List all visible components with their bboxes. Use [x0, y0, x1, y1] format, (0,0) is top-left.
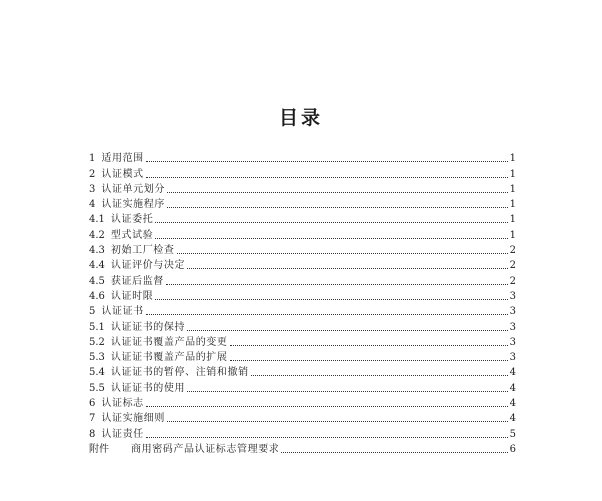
toc-entry-title: 认证证书覆盖产品的变更: [110, 336, 228, 348]
toc-entry-title: 认证单元划分: [101, 183, 165, 195]
toc-entry-page-number: 1: [509, 214, 516, 226]
dot-leader: [155, 238, 507, 239]
toc-entry-number: 4.3: [89, 245, 105, 257]
toc-entry-number: 8: [89, 428, 96, 440]
toc-entry-title: 认证时限: [110, 290, 154, 302]
toc-entry-number: 4.4: [89, 260, 105, 272]
toc-entry[interactable]: [89, 441, 516, 456]
toc-entry-number: 5.2: [89, 336, 105, 348]
toc-entry-number: 5.5: [89, 382, 105, 394]
toc-entry-number: 5.3: [89, 352, 105, 364]
toc-entry-page-number: 1: [509, 229, 516, 241]
toc-entry[interactable]: [89, 288, 516, 303]
toc-entry-number: 4.2: [89, 229, 105, 241]
toc-entry-page-number: 1: [509, 199, 516, 211]
toc-entry-number: 4.6: [89, 290, 105, 302]
dot-leader: [251, 375, 508, 376]
toc-entry[interactable]: [89, 318, 516, 333]
toc-entry[interactable]: [89, 165, 516, 180]
dot-leader: [146, 314, 508, 315]
toc-entry-title: 认证评价与决定: [110, 260, 186, 272]
toc-entry-title: 商用密码产品认证标志管理要求: [131, 443, 280, 455]
dot-leader: [146, 161, 508, 162]
toc-entry[interactable]: [89, 379, 516, 394]
toc-entry-page-number: 5: [509, 428, 516, 440]
toc-entry-page-number: 2: [509, 275, 516, 287]
toc-entry-page-number: 1: [509, 168, 516, 180]
toc-entry[interactable]: [89, 272, 516, 287]
toc-entry-number: 1: [89, 153, 96, 165]
toc-entry-title: 认证证书覆盖产品的扩展: [110, 352, 228, 364]
toc-entry-page-number: 3: [509, 290, 516, 302]
dot-leader: [155, 299, 507, 300]
toc-entry-page-number: 4: [509, 382, 516, 394]
toc-entry-title: 认证标志: [101, 398, 144, 410]
dot-leader: [166, 284, 508, 285]
toc-entry[interactable]: [89, 334, 516, 349]
dot-leader: [155, 222, 507, 223]
toc-entry-number: 6: [89, 398, 96, 410]
toc-entry-page-number: 6: [509, 443, 516, 455]
toc-list: [89, 150, 516, 456]
toc-entry-number: 4.5: [89, 275, 105, 287]
toc-entry-title: 认证模式: [101, 168, 144, 180]
toc-entry-title: 认证实施细则: [101, 413, 165, 425]
toc-entry[interactable]: [89, 150, 516, 165]
toc-entry-number: 附件: [89, 443, 109, 455]
toc-entry-page-number: 4: [509, 398, 516, 410]
toc-entry-page-number: 1: [509, 183, 516, 195]
dot-leader: [187, 268, 508, 269]
toc-entry-page-number: 3: [509, 352, 516, 364]
toc-entry-page-number: 3: [509, 321, 516, 333]
toc-entry[interactable]: [89, 226, 516, 241]
toc-entry-number: 5.1: [89, 321, 105, 333]
toc-entry[interactable]: [89, 181, 516, 196]
toc-entry-title: 适用范围: [101, 153, 144, 165]
toc-entry-number: 7: [89, 413, 96, 425]
toc-entry-title: 认证责任: [101, 428, 144, 440]
toc-entry-title: 认证委托: [110, 214, 154, 226]
toc-entry-number: 4: [89, 199, 96, 211]
toc-entry-page-number: 3: [509, 306, 516, 318]
toc-entry-title: 认证实施程序: [101, 199, 165, 211]
toc-entry-title: 认证证书的保持: [110, 321, 186, 333]
toc-entry-number: 5.4: [89, 367, 105, 379]
toc-entry[interactable]: [89, 211, 516, 226]
toc-entry-number: 5: [89, 306, 96, 318]
dot-leader: [146, 437, 508, 438]
toc-entry-number: 2: [89, 168, 96, 180]
toc-entry[interactable]: [89, 410, 516, 425]
toc-entry[interactable]: [89, 425, 516, 440]
toc-entry-page-number: 4: [509, 413, 516, 425]
dot-leader: [167, 207, 508, 208]
dot-leader: [167, 192, 508, 193]
page-title: 目录: [278, 107, 323, 129]
toc-entry-title: 初始工厂检查: [110, 245, 175, 257]
toc-entry-title: 认证证书: [101, 306, 144, 318]
toc-entry[interactable]: [89, 303, 516, 318]
toc-entry[interactable]: [89, 257, 516, 272]
toc-entry-page-number: 1: [509, 153, 516, 165]
toc-entry-page-number: 3: [509, 336, 516, 348]
dot-leader: [281, 452, 507, 453]
dot-leader: [167, 421, 508, 422]
dot-leader: [146, 177, 508, 178]
toc-entry[interactable]: [89, 395, 516, 410]
dot-leader: [146, 406, 508, 407]
toc-entry-title: 认证证书的暂停、注销和撤销: [110, 367, 249, 379]
toc-entry-number: 3: [89, 183, 96, 195]
toc-entry-page-number: 4: [509, 367, 516, 379]
toc-entry-title: 型式试验: [110, 229, 154, 241]
dot-leader: [187, 330, 508, 331]
dot-leader: [230, 360, 508, 361]
toc-entry[interactable]: [89, 196, 516, 211]
toc-entry-title: 获证后监督: [110, 275, 164, 287]
toc-entry-number: 4.1: [89, 214, 105, 226]
dot-leader: [187, 391, 508, 392]
toc-entry[interactable]: [89, 349, 516, 364]
toc-entry-title: 认证证书的使用: [110, 382, 186, 394]
toc-entry-page-number: 2: [509, 245, 516, 257]
toc-entry-page-number: 2: [509, 260, 516, 272]
dot-leader: [230, 345, 508, 346]
toc-entry[interactable]: [89, 364, 516, 379]
dot-leader: [177, 253, 508, 254]
toc-entry[interactable]: [89, 242, 516, 257]
